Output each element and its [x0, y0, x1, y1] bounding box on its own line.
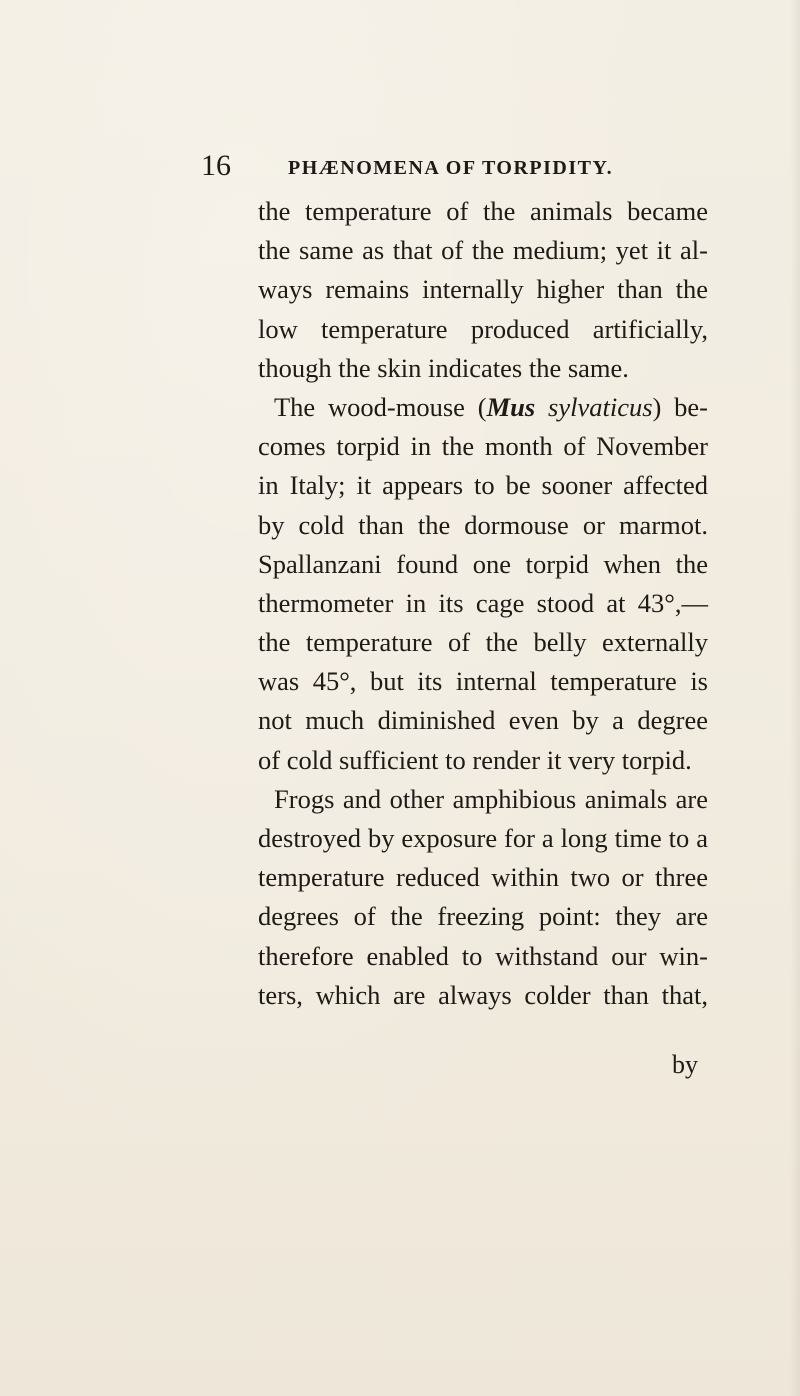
- text-line-6: [258, 388, 708, 427]
- text-line-15: of cold sufficient to render it very torpid.: [258, 744, 692, 775]
- species-name: sylvaticus: [548, 391, 653, 422]
- text-line-11: thermometer in its cage stood at 43°,—: [258, 587, 708, 618]
- text-line-12: the temperature of the belly externally: [258, 627, 708, 658]
- text-line-6-start: The wood-mouse (: [274, 391, 487, 422]
- text-line-20: therefore enabled to withstand our win-: [258, 940, 708, 971]
- catchword: by: [672, 1050, 698, 1079]
- text-line-6-end: ) be-: [652, 391, 708, 422]
- text-line-4: low temperature produced artificially,: [258, 313, 708, 344]
- running-title: PHÆNOMENA OF TORPIDITY.: [288, 157, 614, 179]
- text-line-3: ways remains internally higher than the: [258, 274, 708, 305]
- text-line-13: was 45°, but its internal temperature is: [258, 666, 708, 697]
- text-line-19: degrees of the freezing point: they are: [258, 901, 708, 932]
- text-line-9: by cold than the dormouse or marmot.: [258, 509, 708, 540]
- body-text: [258, 192, 708, 1015]
- text-line-17: destroyed by exposure for a long time to a: [258, 823, 708, 853]
- text-line-8: in Italy; it appears to be sooner affected: [258, 470, 708, 501]
- text-line-2: the same as that of the medium; yet it al-: [258, 235, 708, 266]
- genus-name: Mus: [486, 391, 536, 422]
- text-line-18: temperature reduced within two or three: [258, 862, 708, 893]
- page-header: [0, 146, 800, 186]
- text-line-16: Frogs and other amphibious animals are: [274, 783, 708, 814]
- text-line-1: the temperature of the animals became: [258, 196, 708, 226]
- text-line-14: not much diminished even by a degree: [258, 705, 708, 736]
- page-number: 16: [201, 149, 231, 182]
- text-line-5: though the skin indicates the same.: [258, 352, 629, 383]
- page-edge-shadow: [790, 0, 800, 1396]
- text-line-10: Spallanzani found one torpid when the: [258, 548, 708, 579]
- text-line-7: comes torpid in the month of November: [258, 431, 708, 462]
- text-line-21: ters, which are always colder than that,: [258, 979, 708, 1010]
